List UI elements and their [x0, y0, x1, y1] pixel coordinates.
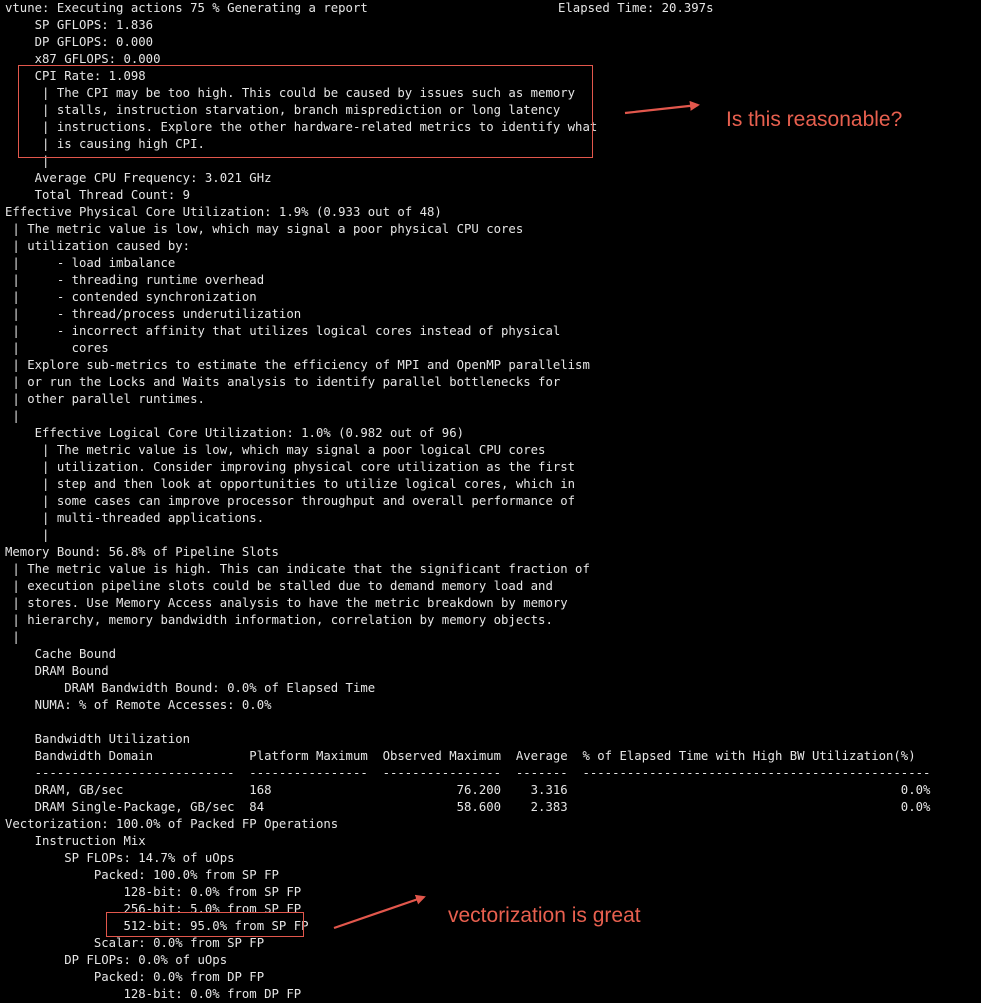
terminal-line: | The metric value is low, which may signal a poor logical CPU cores: [5, 443, 546, 457]
terminal-line: Cache Bound: [5, 647, 117, 661]
terminal-line: | - load imbalance: [5, 256, 176, 270]
terminal-line: |: [5, 630, 20, 644]
terminal-line: | - incorrect affinity that utilizes logical cores instead of physical: [5, 324, 561, 338]
terminal-line: Vectorization: 100.0% of Packed FP Operations: [5, 817, 339, 831]
terminal-line: 128-bit: 0.0% from DP FP: [5, 987, 302, 1001]
terminal-line: | or run the Locks and Waits analysis to identify parallel bottlenecks for: [5, 375, 561, 389]
terminal-line: | hierarchy, memory bandwidth information, correlation by memory objects.: [5, 613, 553, 627]
terminal-line: NUMA: % of Remote Accesses: 0.0%: [5, 698, 272, 712]
terminal-line: DRAM, GB/sec 168 76.200 3.316 0.0%: [5, 783, 931, 797]
terminal-line: DRAM Bandwidth Bound: 0.0% of Elapsed Time: [5, 681, 376, 695]
terminal-line: 256-bit: 5.0% from SP FP: [5, 902, 302, 916]
terminal-line: Bandwidth Utilization: [5, 732, 191, 746]
terminal-line: | The metric value is high. This can indicate that the significant fraction of: [5, 562, 590, 576]
terminal-line: Packed: 0.0% from DP FP: [5, 970, 265, 984]
terminal-line: Instruction Mix: [5, 834, 146, 848]
terminal-line: SP GFLOPS: 1.836: [5, 18, 154, 32]
terminal-line: Bandwidth Domain Platform Maximum Observed Maximum Average % of Elapsed Time with High BW Utilization(%): [5, 749, 916, 763]
terminal-line: | stores. Use Memory Access analysis to have the metric breakdown by memory: [5, 596, 568, 610]
terminal-line: | some cases can improve processor throughput and overall performance of: [5, 494, 576, 508]
terminal-line: | The metric value is low, which may signal a poor physical CPU cores: [5, 222, 524, 236]
terminal-line: DRAM Single-Package, GB/sec 84 58.600 2.383 0.0%: [5, 800, 931, 814]
terminal-line: 512-bit: 95.0% from SP FP: [5, 919, 309, 933]
terminal-line: Packed: 100.0% from SP FP: [5, 868, 279, 882]
vectorization-annotation: vectorization is great: [448, 904, 641, 927]
terminal-line: | - thread/process underutilization: [5, 307, 302, 321]
terminal-line: | utilization. Consider improving physical core utilization as the first: [5, 460, 576, 474]
terminal-line: | multi-threaded applications.: [5, 511, 265, 525]
terminal-line: DP FLOPs: 0.0% of uOps: [5, 953, 228, 967]
terminal-line: Total Thread Count: 9: [5, 188, 191, 202]
terminal-line: | instructions. Explore the other hardware-related metrics to identify what: [5, 120, 598, 134]
terminal-line: Effective Physical Core Utilization: 1.9% (0.933 out of 48): [5, 205, 442, 219]
terminal-line: Average CPU Frequency: 3.021 GHz: [5, 171, 272, 185]
terminal-line: Scalar: 0.0% from SP FP: [5, 936, 265, 950]
elapsed-time: Elapsed Time: 20.397s: [558, 1, 714, 15]
terminal-line: DP GFLOPS: 0.000: [5, 35, 154, 49]
terminal-line: | Explore sub-metrics to estimate the efficiency of MPI and OpenMP parallelism: [5, 358, 590, 372]
terminal-line: DRAM Bound: [5, 664, 109, 678]
terminal-line: | execution pipeline slots could be stalled due to demand memory load and: [5, 579, 553, 593]
terminal-line: | The CPI may be too high. This could be caused by issues such as memory: [5, 86, 576, 100]
terminal-line: | other parallel runtimes.: [5, 392, 205, 406]
terminal-line: Memory Bound: 56.8% of Pipeline Slots: [5, 545, 279, 559]
terminal-line: CPI Rate: 1.098: [5, 69, 146, 83]
terminal-line: |: [5, 154, 50, 168]
terminal-line: | cores: [5, 341, 109, 355]
vectorization-highlight-box: [106, 912, 304, 937]
terminal-status-line: vtune: Executing actions 75 % Generating a report: [5, 1, 368, 15]
terminal-line: | - contended synchronization: [5, 290, 257, 304]
terminal-line: |: [5, 409, 20, 423]
terminal-line: | - threading runtime overhead: [5, 273, 265, 287]
terminal-line: --------------------------- ---------------- ---------------- ------- -----------------------------------------------: [5, 766, 931, 780]
cpi-highlight-box: [18, 65, 593, 158]
terminal-line: | utilization caused by:: [5, 239, 191, 253]
terminal-line: 128-bit: 0.0% from SP FP: [5, 885, 302, 899]
terminal-line: | is causing high CPI.: [5, 137, 205, 151]
terminal-line: |: [5, 528, 50, 542]
terminal-line: Effective Logical Core Utilization: 1.0% (0.982 out of 96): [5, 426, 465, 440]
terminal-line: | stalls, instruction starvation, branch misprediction or long latency: [5, 103, 561, 117]
terminal-line: SP FLOPs: 14.7% of uOps: [5, 851, 235, 865]
terminal-line: x87 GFLOPS: 0.000: [5, 52, 161, 66]
terminal-line: | step and then look at opportunities to utilize logical cores, which in: [5, 477, 576, 491]
cpi-annotation: Is this reasonable?: [726, 108, 903, 131]
